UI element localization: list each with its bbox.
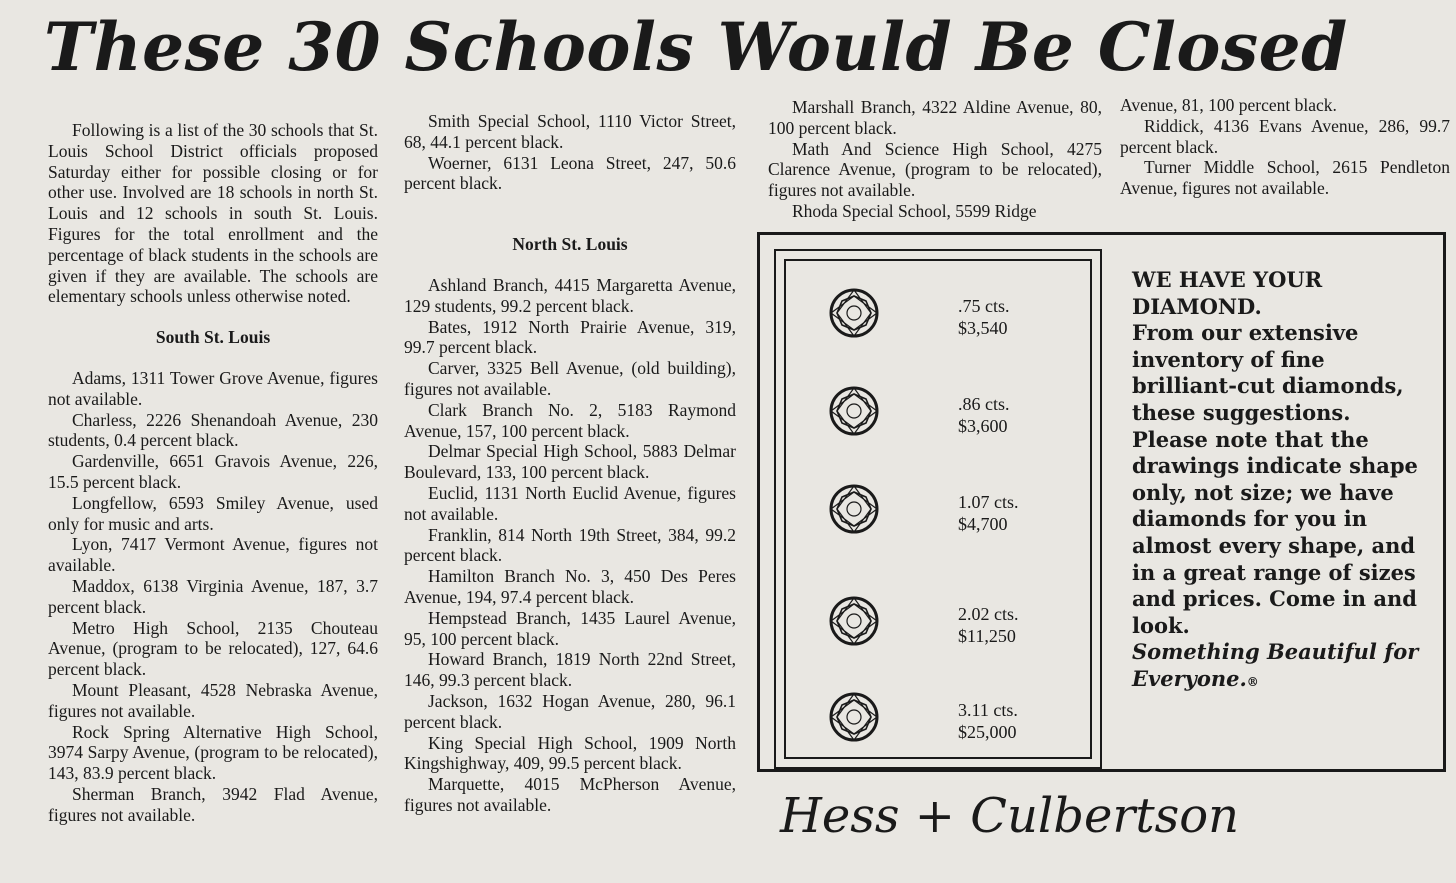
school-entry: Riddick, 4136 Evans Avenue, 286, 99.7 percent black. <box>1120 115 1450 157</box>
school-entry: Hamilton Branch No. 3, 450 Des Peres Avenue, 194, 97.4 percent black. <box>404 566 736 607</box>
diamond-offer <box>828 287 1008 347</box>
school-entry: Turner Middle School, 2615 Pendleton Avenue, figures not available. <box>1120 157 1450 199</box>
price: $3,600 <box>958 416 1008 436</box>
ad-body: From our extensive inventory of fine brilliant-cut diamonds, these suggestions. Please note that the drawings indicate shape only, not size; we have diamonds for you in almost every shape, and in a great range of sizes and prices. Come in and look. <box>1132 320 1418 638</box>
school-entry: Adams, 1311 Tower Grove Avenue, figures not available. <box>48 367 378 409</box>
south-school-list-continued <box>404 111 736 194</box>
price: $3,540 <box>958 318 1008 338</box>
school-entry: Carver, 3325 Bell Avenue, (old building), figures not available. <box>404 358 736 399</box>
carat-weight: 2.02 cts. <box>958 604 1019 624</box>
intro-paragraph: Following is a list of the 30 schools that St. Louis School District officials proposed Saturday either for possible closing or for other use. Involved are 18 schools in north St. Louis and 12 schools in south St. Louis. Figures for the total enrollment and the percentage of black students in the schools are given if they are available. The schools are elementary schools unless otherwise noted. <box>48 120 378 307</box>
headline: These 30 Schools Would Be Closed <box>44 8 1348 86</box>
round-brilliant-diamond-icon <box>828 287 880 339</box>
column-3 <box>768 97 1102 222</box>
ad-tagline: Something Beautiful for Everyone. <box>1132 639 1419 691</box>
round-brilliant-diamond-icon <box>828 691 880 743</box>
jewelry-advertisement <box>757 232 1446 772</box>
school-entry: Franklin, 814 North 19th Street, 384, 99.2 percent black. <box>404 524 736 566</box>
diamond-offer <box>828 385 1008 445</box>
south-school-list <box>48 368 378 826</box>
round-brilliant-diamond-icon <box>828 483 880 535</box>
carat-weight: 1.07 cts. <box>958 492 1019 512</box>
school-entry: Clark Branch No. 2, 5183 Raymond Avenue, 157, 100 percent black. <box>404 399 736 441</box>
diamond-panel <box>774 249 1102 769</box>
school-entry: Rock Spring Alternative High School, 3974 Sarpy Avenue, (program to be relocated), 143, 83.9 percent black. <box>48 721 378 784</box>
school-entry: Delmar Special High School, 5883 Delmar Boulevard, 133, 100 percent black. <box>404 441 736 483</box>
diamond-offer <box>828 691 1018 751</box>
school-entry: Longfellow, 6593 Smiley Avenue, used only for music and arts. <box>48 492 378 534</box>
school-entry: Lyon, 7417 Vermont Avenue, figures not available. <box>48 534 378 576</box>
school-entry: Euclid, 1131 North Euclid Avenue, figures not available. <box>404 482 736 524</box>
diamond-offer <box>828 483 1019 543</box>
carat-weight: .75 cts. <box>958 296 1010 316</box>
ad-copy <box>1132 267 1432 696</box>
north-school-list <box>404 275 736 816</box>
school-entry: King Special High School, 1909 North Kingshighway, 409, 99.5 percent black. <box>404 732 736 774</box>
school-entry: Woerner, 6131 Leona Street, 247, 50.6 percent black. <box>404 152 736 194</box>
ad-headline: WE HAVE YOUR DIAMOND. <box>1132 267 1323 319</box>
price: $4,700 <box>958 514 1008 534</box>
school-entry: Charless, 2226 Shenandoah Avenue, 230 students, 0.4 percent black. <box>48 409 378 451</box>
school-entry: Rhoda Special School, 5599 Ridge <box>792 200 1037 221</box>
carat-weight: .86 cts. <box>958 394 1010 414</box>
school-entry: Marshall Branch, 4322 Aldine Avenue, 80, 100 percent black. <box>768 97 1102 138</box>
registered-mark: ® <box>1246 674 1259 689</box>
price: $25,000 <box>958 722 1017 742</box>
school-entry: Maddox, 6138 Virginia Avenue, 187, 3.7 percent black. <box>48 575 378 617</box>
school-entry: Gardenville, 6651 Gravois Avenue, 226, 15.5 percent black. <box>48 451 378 492</box>
brand-logo: Hess + Culbertson <box>780 788 1240 844</box>
south-heading: South St. Louis <box>155 327 271 348</box>
column-1 <box>48 120 378 826</box>
school-entry: Bates, 1912 North Prairie Avenue, 319, 99.7 percent black. <box>404 316 736 358</box>
school-entry: Jackson, 1632 Hogan Avenue, 280, 96.1 percent black. <box>404 690 736 732</box>
school-entry: Metro High School, 2135 Chouteau Avenue, (program to be relocated), 127, 64.6 percent black. <box>48 617 378 680</box>
school-entry: Marquette, 4015 McPherson Avenue, figures not available. <box>404 774 736 815</box>
round-brilliant-diamond-icon <box>828 595 880 647</box>
diamond-offer <box>828 595 1019 655</box>
school-entry-continued: Avenue, 81, 100 percent black. <box>1120 95 1337 115</box>
school-entry: Math And Science High School, 4275 Clarence Avenue, (program to be relocated), figures not available. <box>768 138 1102 201</box>
school-entry: Howard Branch, 1819 North 22nd Street, 146, 99.3 percent black. <box>404 649 736 691</box>
column-4 <box>1120 95 1450 199</box>
price: $11,250 <box>958 626 1016 646</box>
school-entry: Sherman Branch, 3942 Flad Avenue, figures not available. <box>48 783 378 825</box>
school-entry: Ashland Branch, 4415 Margaretta Avenue, 129 students, 99.2 percent black. <box>404 274 736 316</box>
north-school-list-continued-2 <box>1120 116 1450 199</box>
school-entry: Mount Pleasant, 4528 Nebraska Avenue, figures not available. <box>48 679 378 721</box>
school-entry: Smith Special School, 1110 Victor Street, 68, 44.1 percent black. <box>404 111 736 152</box>
north-heading: North St. Louis <box>512 234 628 255</box>
north-school-list-continued <box>768 97 1102 222</box>
round-brilliant-diamond-icon <box>828 385 880 437</box>
carat-weight: 3.11 cts. <box>958 700 1018 720</box>
school-entry: Hempstead Branch, 1435 Laurel Avenue, 95, 100 percent black. <box>404 607 736 649</box>
column-2 <box>404 111 736 816</box>
